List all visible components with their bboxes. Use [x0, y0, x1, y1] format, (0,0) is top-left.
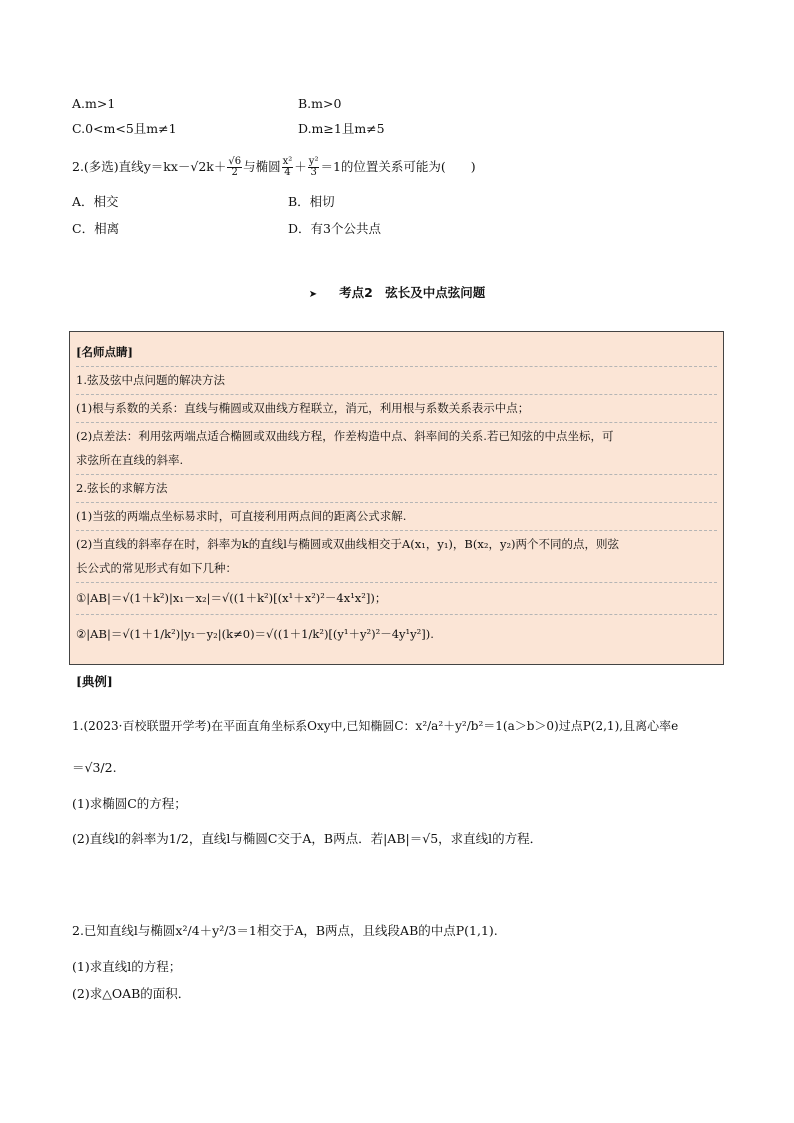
tip-row: (2)点差法：利用弦两端点适合椭圆或双曲线方程，作差构造中点、斜率间的关系.若已知弦的中点坐标，可	[76, 429, 614, 443]
tip-row: 1.弦及弦中点问题的解决方法	[76, 366, 717, 395]
tip-box-title: [名师点睛]	[76, 338, 717, 367]
option-a: A.m>1	[72, 96, 116, 111]
example-1-stem: 1.(2023·百校联盟开学考)在平面直角坐标系Oxy中,已知椭圆C：x²/a²＋y²/b²＝1(a＞b＞0)过点P(2,1),且离心率e	[72, 719, 679, 733]
q2-option-b: B．相切	[288, 194, 335, 209]
tip-row: (1)当弦的两端点坐标易求时，可直接利用两点间的距离公式求解.	[76, 502, 717, 531]
question-2: 2.(多选)直线y＝kx－√2k＋ $\frac{√6}{2}$ 与椭圆 $\frac{\text{x²}}{4}$ ＋ $\frac{\text{y²}}{3}$ ＝1的位置关系可能为( )	[72, 156, 476, 178]
example-1-q2: (2)直线l的斜率为1/2，直线l与椭圆C交于A，B两点．若|AB|＝√5，求直线l的方程．	[72, 831, 543, 846]
example-2-q1: (1)求直线l的方程；	[72, 959, 182, 974]
tip-row: 求弦所在直线的斜率.	[76, 446, 717, 475]
option-b: B.m>0	[298, 96, 342, 111]
example-label: [典例]	[76, 674, 113, 689]
tip-row: (1)根与系数的关系：直线与椭圆或双曲线方程联立，消元，利用根与系数关系表示中点；	[76, 394, 717, 423]
option-d: D.m≥1且m≠5	[298, 121, 385, 136]
example-1-q1: (1)求椭圆C的方程；	[72, 796, 187, 811]
tip-row: 2.弦长的求解方法	[76, 474, 717, 503]
tip-row: 长公式的常见形式有如下几种：	[76, 554, 717, 583]
example-2-q2: (2)求△OAB的面积．	[72, 986, 191, 1001]
section-heading	[0, 283, 794, 301]
tip-row: (2)当直线的斜率存在时，斜率为k的直线l与椭圆或双曲线相交于A(x₁，y₁)，B(x₂，y₂)两个不同的点，则弦	[76, 537, 620, 551]
q2-option-a: A．相交	[72, 194, 119, 209]
option-c: C.0<m<5且m≠1	[72, 121, 177, 136]
arrow-icon: ➤	[308, 289, 318, 300]
q2-option-c: C．相离	[72, 221, 120, 236]
example-2-stem: 2.已知直线l与椭圆x²/4＋y²/3＝1相交于A，B两点，且线段AB的中点P(1,1).	[72, 923, 498, 938]
q2-option-d: D．有3个公共点	[288, 221, 381, 236]
example-1-stem-cont: ＝√3/2.	[72, 760, 117, 775]
formula-2: ②|AB|＝√(1＋1/k²)|y₁－y₂|(k≠0)＝√((1＋1/k²)[(y¹＋y²)²－4y¹y²]).	[76, 627, 434, 641]
section-title: 考点2 弦长及中点弦问题	[339, 285, 486, 300]
formula-1: ①|AB|＝√(1＋k²)|x₁－x₂|＝√((1＋k²)[(x¹＋x²)²－4x¹x²])；	[76, 584, 717, 615]
tip-box	[69, 331, 724, 665]
